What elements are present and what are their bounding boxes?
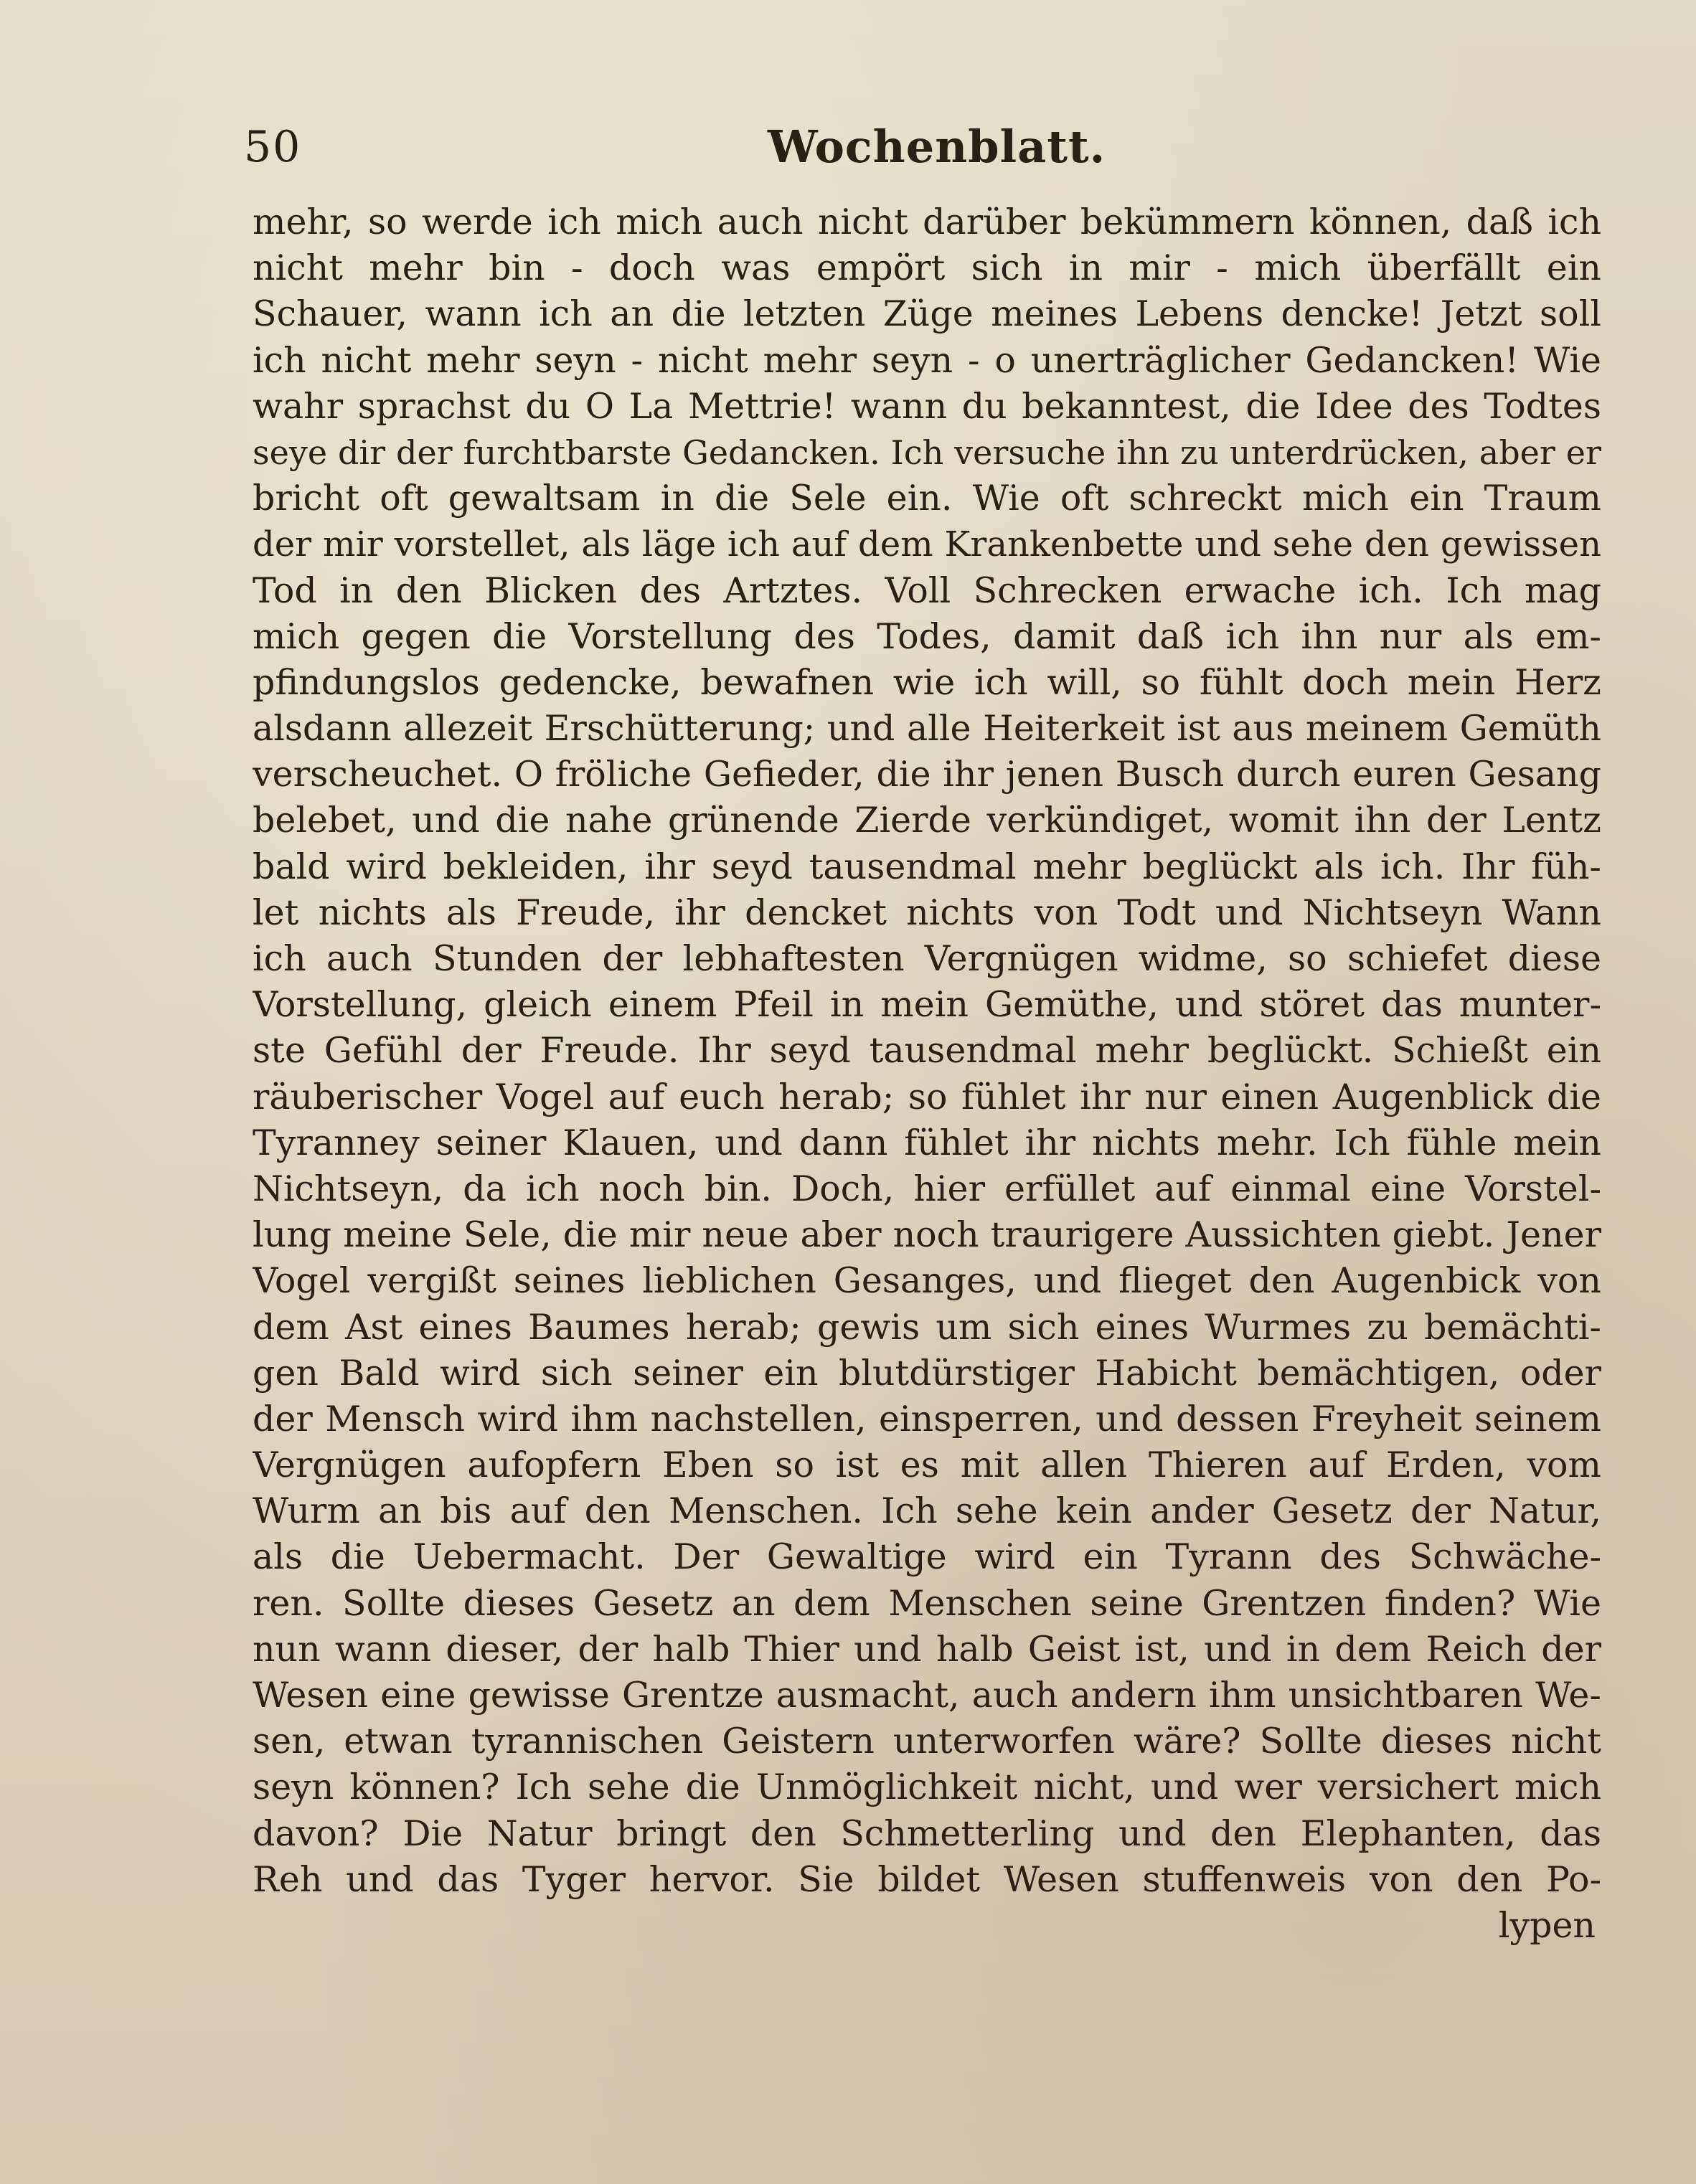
text-line: ren. Sollte dieses Gesetz an dem Menschen seine Grentzen finden? Wie <box>253 1582 1601 1624</box>
text-line: Reh und das Tyger hervor. Sie bildet Wesen stuffenweis von den Po- <box>253 1858 1601 1900</box>
text-line: Vogel vergißt seines lieblichen Gesanges, und flieget den Augenbick von <box>253 1260 1601 1302</box>
running-title: Wochenblatt. <box>768 120 1106 173</box>
text-line: alsdann allezeit Erschütterung; und alle Heiterkeit ist aus meinem Gemüth <box>253 708 1601 750</box>
text-line: pfindungslos gedencke, bewafnen wie ich will, so fühlt doch mein Herz <box>253 661 1601 703</box>
text-line: wahr sprachst du O La Mettrie! wann du bekanntest, die Idee des Todtes <box>253 385 1601 427</box>
text-line: ste Gefühl der Freude. Ihr seyd tausendmal mehr beglückt. Schießt ein <box>253 1030 1601 1072</box>
text-line: davon? Die Natur bringt den Schmetterling und den Elephanten, das <box>253 1812 1601 1854</box>
text-line: mich gegen die Vorstellung des Todes, damit daß ich ihn nur als em- <box>253 615 1601 657</box>
text-line: let nichts als Freude, ihr dencket nichts von Todt und Nichtseyn Wann <box>253 892 1601 933</box>
text-line: bald wird bekleiden, ihr seyd tausendmal mehr beglückt als ich. Ihr füh- <box>253 846 1601 887</box>
text-line: der Mensch wird ihm nachstellen, einsperren, und dessen Freyheit seinem <box>253 1398 1601 1440</box>
text-line: ich auch Stunden der lebhaftesten Vergnügen widme, so schiefet diese <box>253 938 1601 979</box>
text-line: lung meine Sele, die mir neue aber noch traurigere Aussichten giebt. Jener <box>253 1214 1601 1256</box>
text-line: seyn können? Ich sehe die Unmöglichkeit nicht, und wer versichert mich <box>253 1767 1601 1808</box>
text-line: ich nicht mehr seyn - nicht mehr seyn - o unerträglicher Gedancken! Wie <box>253 339 1601 381</box>
body-text <box>253 199 1601 1949</box>
text-line: belebet, und die nahe grünende Zierde verkündiget, womit ihn der Lentz <box>253 800 1601 841</box>
text-line: als die Uebermacht. Der Gewaltige wird ein Tyrann des Schwäche- <box>253 1536 1601 1578</box>
text-line: Tod in den Blicken des Artztes. Voll Schrecken erwache ich. Ich mag <box>253 569 1601 611</box>
text-line: gen Bald wird sich seiner ein blutdürstiger Habicht bemächtigen, oder <box>253 1352 1601 1394</box>
page-number: 50 <box>244 122 302 172</box>
text-line: räuberischer Vogel auf euch herab; so fühlet ihr nur einen Augenblick die <box>253 1076 1601 1117</box>
text-line: sen, etwan tyrannischen Geistern unterworfen wäre? Sollte dieses nicht <box>253 1721 1601 1762</box>
text-line: nun wann dieser, der halb Thier und halb Geist ist, und in dem Reich der <box>253 1628 1601 1670</box>
text-line: mehr, so werde ich mich auch nicht darüber bekümmern können, daß ich <box>253 202 1601 242</box>
text-line: Wurm an bis auf den Menschen. Ich sehe kein ander Gesetz der Natur, <box>253 1490 1601 1532</box>
text-line: Nichtseyn, da ich noch bin. Doch, hier erfüllet auf einmal eine Vorstel- <box>253 1168 1601 1209</box>
text-line: bricht oft gewaltsam in die Sele ein. Wie oft schreckt mich ein Traum <box>253 478 1601 519</box>
text-line: dem Ast eines Baumes herab; gewis um sich eines Wurmes zu bemächti- <box>253 1306 1601 1348</box>
catchword-line: lypen <box>1498 1904 1596 1946</box>
text-line: der mir vorstellet, als läge ich auf dem Krankenbette und sehe den gewissen <box>253 524 1601 565</box>
text-line: nicht mehr bin - doch was empört sich in mir - mich überfällt ein <box>253 247 1601 289</box>
text-line: seye dir der furchtbarste Gedancken. Ich versuche ihn zu unterdrücken, aber er <box>253 432 1601 472</box>
text-line: Wesen eine gewisse Grentze ausmacht, auch andern ihm unsichtbaren We- <box>253 1675 1601 1716</box>
text-line: Tyranney seiner Klauen, und dann fühlet ihr nichts mehr. Ich fühle mein <box>253 1122 1601 1163</box>
text-line: Vorstellung, gleich einem Pfeil in mein Gemüthe, und störet das munter- <box>253 984 1601 1026</box>
page-header <box>244 115 1607 179</box>
text-line: verscheuchet. O fröliche Gefieder, die ihr jenen Busch durch euren Gesang <box>253 754 1601 795</box>
text-line: Schauer, wann ich an die letzten Züge meines Lebens dencke! Jetzt soll <box>253 293 1601 335</box>
text-line: Vergnügen aufopfern Eben so ist es mit allen Thieren auf Erden, vom <box>253 1445 1601 1486</box>
